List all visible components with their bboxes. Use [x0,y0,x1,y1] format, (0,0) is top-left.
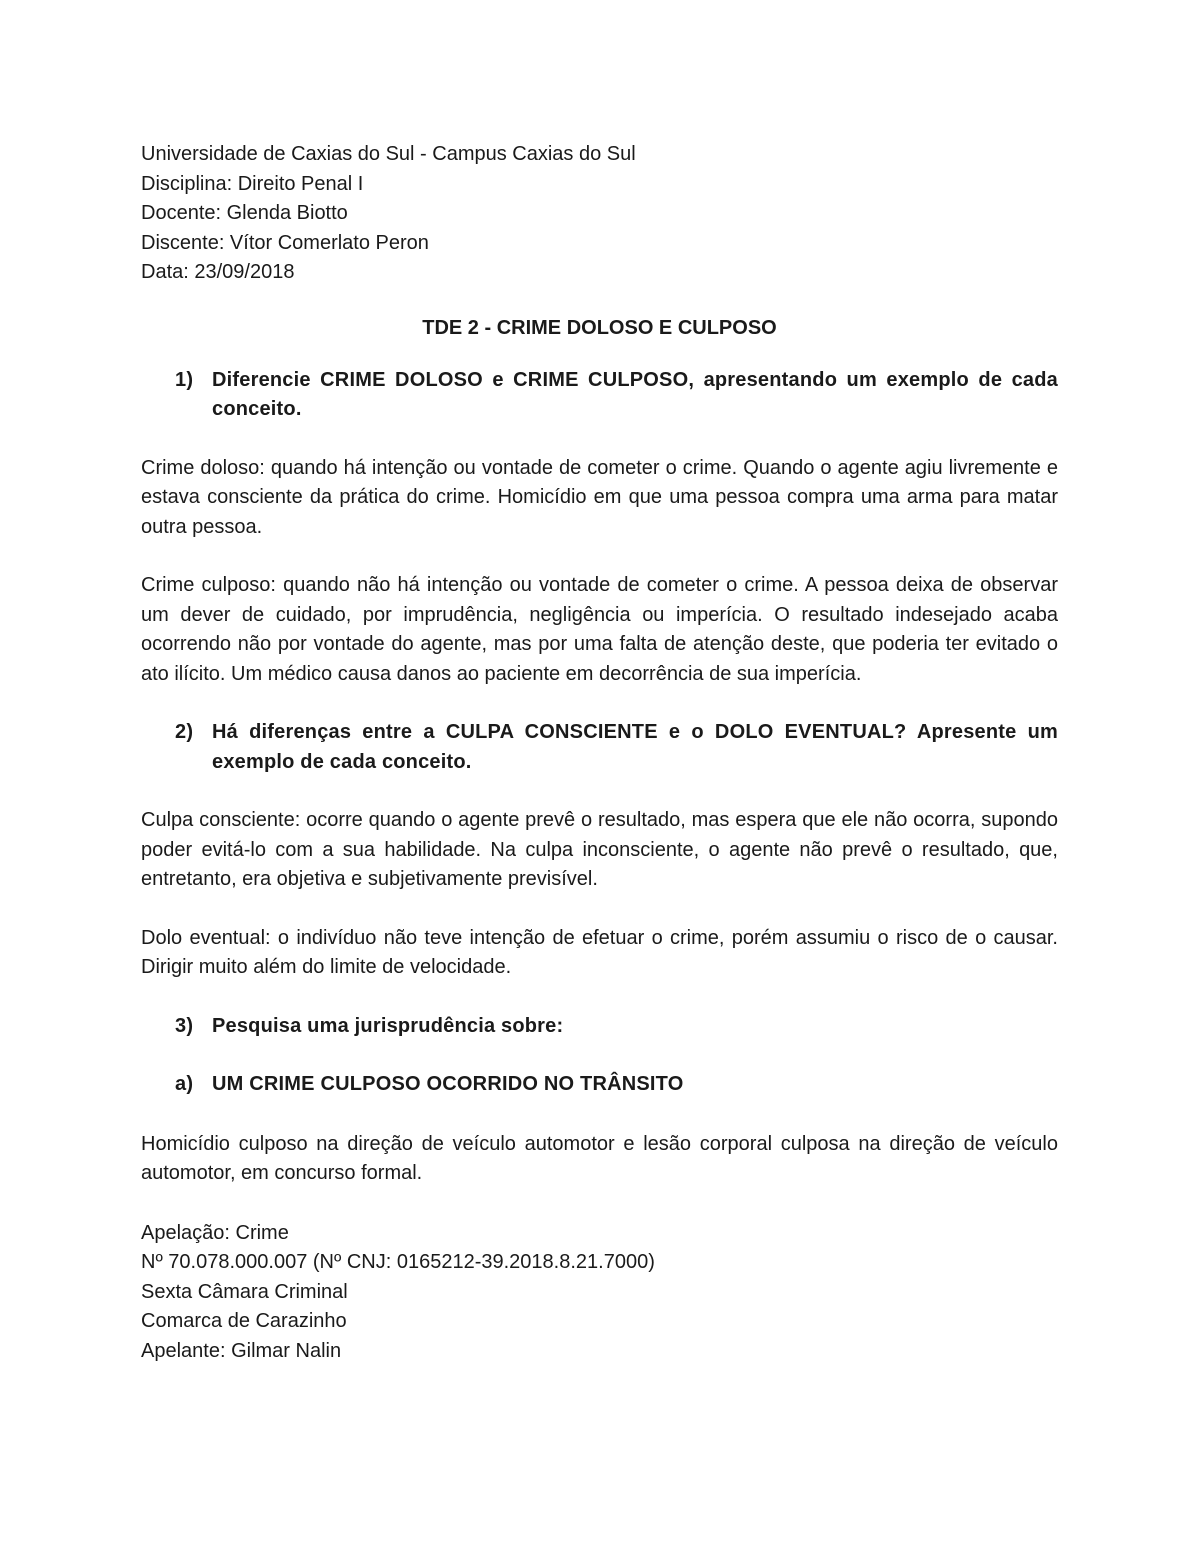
student-line: Discente: Vítor Comerlato Peron [141,231,429,254]
case-details [141,1219,1058,1367]
question-3a-number: a) [175,1073,194,1095]
case-district: Comarca de Carazinho [141,1310,347,1332]
case-chamber: Sexta Câmara Criminal [141,1280,348,1303]
document-title: TDE 2 - CRIME DOLOSO E CULPOSO [422,316,777,339]
date-line: Data: 23/09/2018 [141,261,295,283]
question-3-text: Pesquisa uma jurisprudência sobre: [212,1014,564,1037]
question-2 [141,718,1058,777]
question-3a-text: UM CRIME CULPOSO OCORRIDO NO TRÂNSITO [212,1073,684,1095]
answer-transito: Homicídio culposo na direção de veículo automotor e lesão corporal culposa na direção de veículo automotor, em concurso formal. [141,1132,1058,1184]
question-3a [141,1070,1058,1100]
teacher-line: Docente: Glenda Biotto [141,202,348,224]
answer-dolo-eventual: Dolo eventual: o indivíduo não teve intenção de efetuar o crime, porém assumiu o risco de o causar. Dirigir muito além do limite de velocidade. [141,926,1058,978]
question-1-number: 1) [175,368,194,391]
question-3-number: 3) [175,1014,194,1037]
question-2-text: Há diferenças entre a CULPA CONSCIENTE e o DOLO EVENTUAL? Apresente um exemplo de cada conceito. [212,721,1058,773]
document-page [141,140,1058,1366]
discipline-line: Disciplina: Direito Penal I [141,172,364,195]
case-appeal: Apelação: Crime [141,1221,289,1244]
question-2-number: 2) [175,721,194,743]
university-line: Universidade de Caxias do Sul - Campus Caxias do Sul [141,143,636,165]
question-3 [141,1012,1058,1042]
answer-crime-culposo: Crime culposo: quando não há intenção ou vontade de cometer o crime. A pessoa deixa de observar um dever de cuidado, por imprudência, negligência ou imperícia. O resultado indesejado acaba ocorrendo não por vontade do agente, mas por uma falta de atenção deste, que poderia ter evitado o ato ilícito. Um médico causa danos ao paciente em decorrência de sua imperícia. [141,574,1058,685]
case-appellant: Apelante: Gilmar Nalin [141,1339,342,1362]
answer-culpa-consciente: Culpa consciente: ocorre quando o agente prevê o resultado, mas espera que ele não ocorra, supondo poder evitá-lo com a sua habilidade. Na culpa inconsciente, o agente não prevê o resultado, que, entretanto, era objetiva e subjetivamente previsível. [141,809,1058,890]
document-header [141,140,1058,288]
question-1 [141,366,1058,425]
case-number: Nº 70.078.000.007 (Nº CNJ: 0165212-39.2018.8.21.7000) [141,1251,655,1273]
question-1-text: Diferencie CRIME DOLOSO e CRIME CULPOSO, apresentando um exemplo de cada conceito. [212,368,1058,420]
answer-crime-doloso: Crime doloso: quando há intenção ou vontade de cometer o crime. Quando o agente agiu livremente e estava consciente da prática do crime. Homicídio em que uma pessoa compra uma arma para matar outra pessoa. [141,456,1058,538]
